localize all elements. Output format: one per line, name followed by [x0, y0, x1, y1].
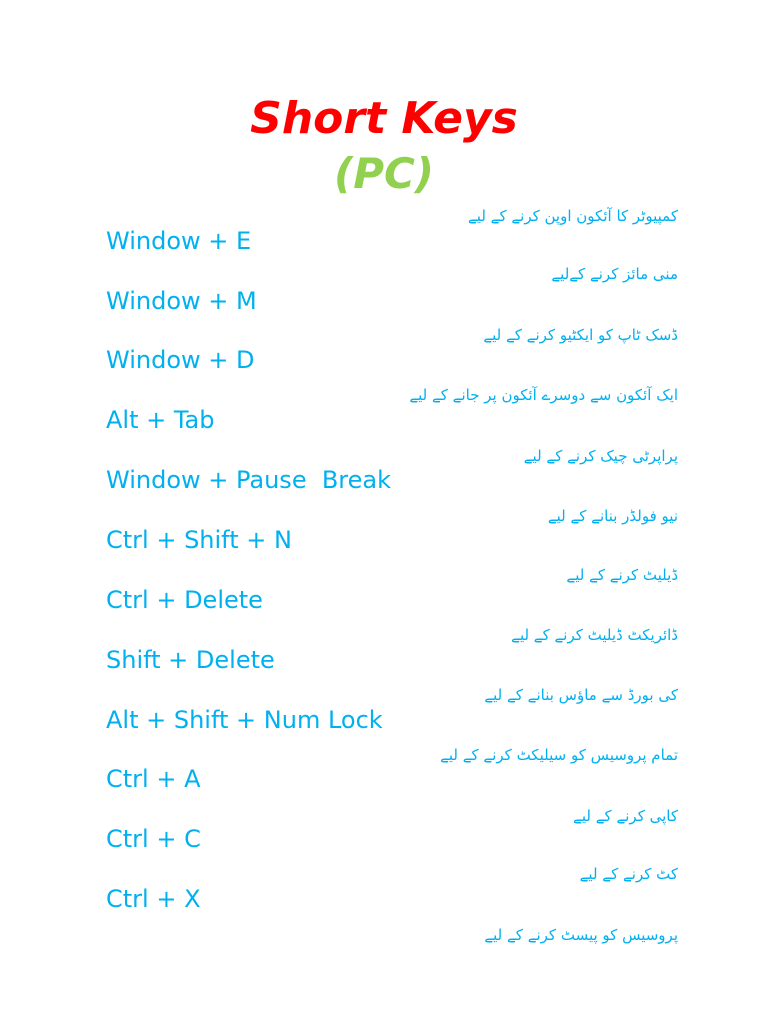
shortcut-keys: Alt + Tab: [106, 406, 215, 434]
shortcut-keys: Window + D: [106, 346, 255, 374]
shortcut-description: کمپیوٹر کا آئکون اوپن کرنے کے لیے: [468, 207, 678, 225]
shortcut-description: ڈائریکٹ ڈیلیٹ کرنے کے لیے: [511, 626, 678, 644]
page-title: Short Keys: [250, 93, 518, 144]
shortcut-description: پروسیس کو پیسٹ کرنے کے لیے: [484, 926, 678, 944]
shortcut-description: تمام پروسیس کو سیلیکٹ کرنے کے لیے: [440, 746, 678, 764]
shortcut-description: ڈیلیٹ کرنے کے لیے: [566, 566, 678, 584]
shortcut-keys: Ctrl + X: [106, 885, 201, 913]
shortcut-keys: Window + M: [106, 287, 257, 315]
shortcut-description: کٹ کرنے کے لیے: [579, 865, 678, 883]
shortcut-keys: Ctrl + A: [106, 765, 201, 793]
shortcut-keys: Ctrl + Delete: [106, 586, 263, 614]
page-subtitle: (PC): [334, 149, 434, 198]
shortcut-description: کی بورڈ سے ماؤس بنانے کے لیے: [484, 686, 678, 704]
shortcut-keys: Ctrl + C: [106, 825, 201, 853]
shortcut-keys: Window + E: [106, 227, 252, 255]
shortcut-description: پراپرٹی چیک کرنے کے لیے: [523, 447, 678, 465]
shortcut-description: منی مائز کرنے کےلیے: [551, 265, 678, 283]
shortcut-keys: Ctrl + Shift + N: [106, 526, 292, 554]
shortcut-description: کاپی کرنے کے لیے: [573, 807, 678, 825]
shortcut-description: ڈسک ٹاپ کو ایکٹیو کرنے کے لیے: [483, 326, 678, 344]
shortcut-keys: Shift + Delete: [106, 646, 275, 674]
shortcut-keys: Alt + Shift + Num Lock: [106, 706, 383, 734]
shortcut-description: ایک آئکون سے دوسرے آئکون پر جانے کے لیے: [409, 386, 678, 404]
shortcut-description: نیو فولڈر بنانے کے لیے: [547, 507, 678, 525]
shortcut-keys: Window + Pause Break: [106, 466, 392, 494]
